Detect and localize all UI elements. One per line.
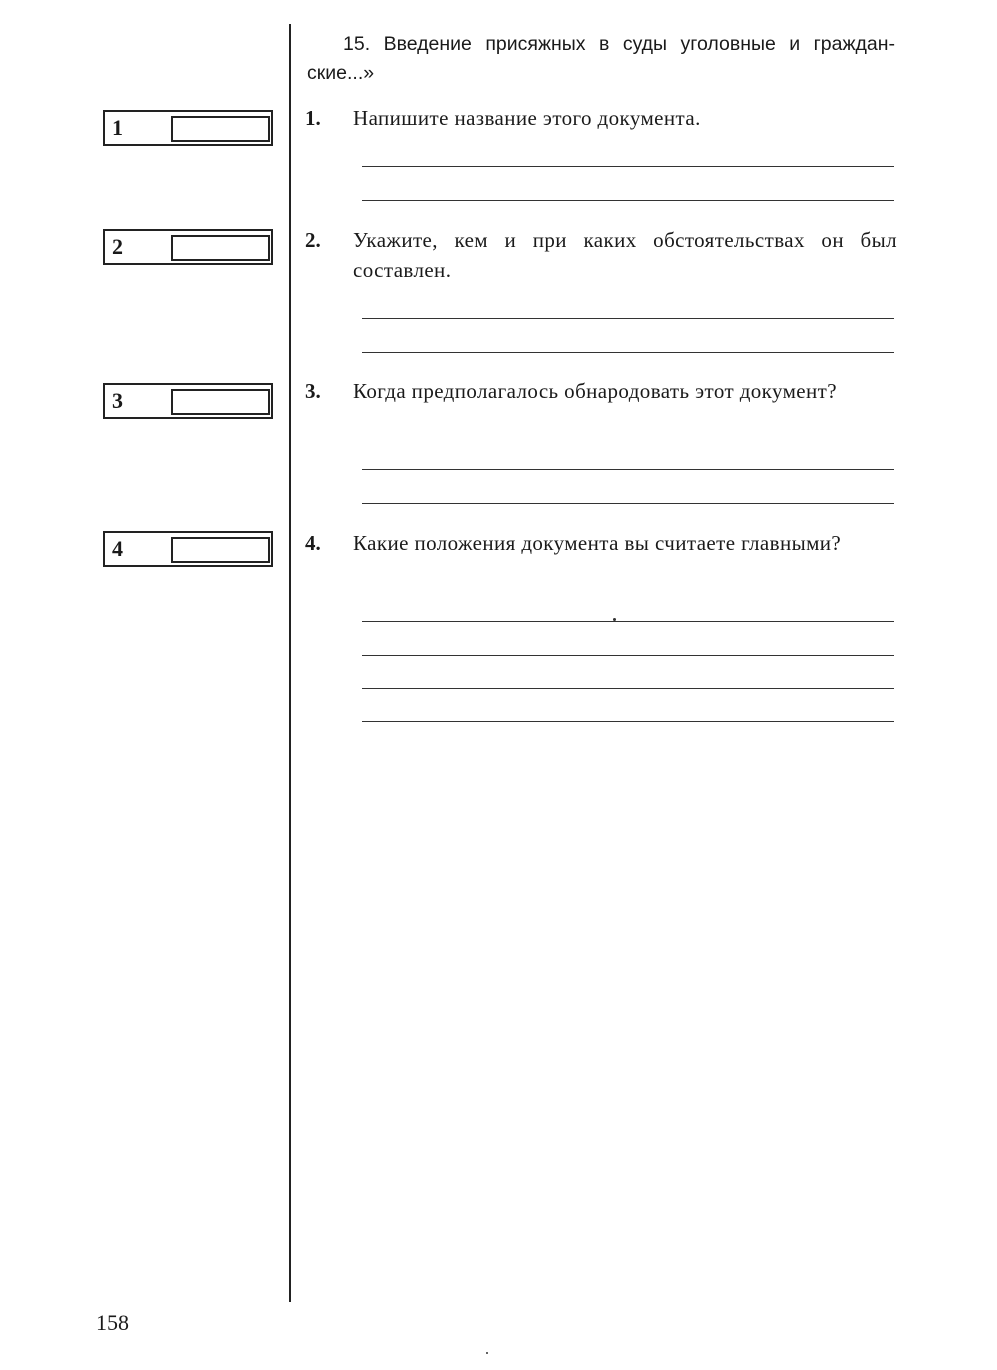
answer-line[interactable]	[362, 200, 894, 201]
answer-line[interactable]	[362, 352, 894, 353]
question-text: Какие положения документа вы считаете главными?	[353, 531, 842, 555]
intro-text: 15. Введение присяжных в суды уголовные и граждан-ские...»	[307, 33, 895, 84]
page-number: 158	[96, 1310, 129, 1335]
question-number: 3.	[305, 379, 321, 403]
answer-line[interactable]	[362, 655, 894, 656]
answer-box-number: 2	[112, 234, 123, 259]
answer-line[interactable]	[362, 469, 894, 470]
answer-box-number: 3	[112, 388, 123, 413]
question-text: Когда предполагалось обнародовать этот документ?	[353, 379, 837, 403]
question-3	[305, 376, 897, 406]
answer-cell[interactable]	[171, 537, 270, 563]
margin-divider	[289, 24, 291, 1302]
answer-line[interactable]	[362, 721, 894, 722]
answer-line[interactable]	[362, 503, 894, 504]
answer-box-number: 4	[112, 536, 123, 561]
question-2	[305, 225, 897, 285]
answer-cell[interactable]	[171, 116, 270, 142]
answer-box-1	[103, 110, 273, 146]
print-speck	[486, 1352, 488, 1354]
question-4	[305, 528, 897, 558]
question-number: 2.	[305, 228, 321, 252]
answer-line[interactable]	[362, 166, 894, 167]
answer-box-2	[103, 229, 273, 265]
answer-box-4	[103, 531, 273, 567]
answer-line[interactable]	[362, 318, 894, 319]
question-number: 1.	[305, 106, 321, 130]
answer-box-3	[103, 383, 273, 419]
question-number: 4.	[305, 531, 321, 555]
print-speck	[613, 618, 616, 621]
answer-box-number: 1	[112, 115, 123, 140]
question-1	[305, 103, 897, 133]
answer-cell[interactable]	[171, 389, 270, 415]
answer-cell[interactable]	[171, 235, 270, 261]
answer-line[interactable]	[362, 621, 894, 622]
question-text: Укажите, кем и при каких обстоятельствах он был составлен.	[353, 228, 897, 282]
question-text: Напишите название этого документа.	[353, 106, 701, 130]
answer-line[interactable]	[362, 688, 894, 689]
